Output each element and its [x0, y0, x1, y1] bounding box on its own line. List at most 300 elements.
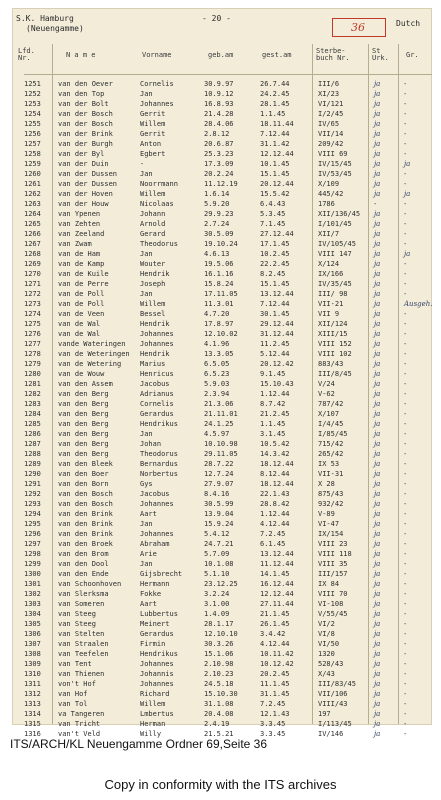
certificate-mark: ja [374, 420, 381, 428]
table-row [12, 230, 432, 240]
grave-mark: - [404, 170, 407, 178]
certificate-mark: ja [374, 700, 381, 708]
surname: van de Kamp [58, 260, 105, 268]
first-name: Egbert [140, 150, 166, 158]
death-date: 30.1.45 [260, 310, 290, 318]
surname: van der Dussen [58, 180, 118, 188]
death-date: 13.12.44 [260, 290, 294, 298]
record-number: 1260 [24, 170, 41, 178]
death-register-number: VI/8 [318, 630, 335, 638]
grave-mark: - [404, 440, 407, 448]
first-name: Hermann [140, 580, 170, 588]
certificate-mark: ja [374, 180, 381, 188]
surname: van den Born [58, 480, 109, 488]
death-date: 27.12.44 [260, 230, 294, 238]
table-row [12, 580, 432, 590]
certificate-mark: ja [374, 520, 381, 528]
death-date: 5.3.45 [260, 210, 286, 218]
death-register-number: I/113/45 [318, 720, 352, 728]
grave-mark: - [404, 420, 407, 428]
death-date: 7.2.45 [260, 530, 286, 538]
first-name: Cornelis [140, 80, 174, 88]
birth-date: 21.4.28 [204, 110, 234, 118]
first-name: Aart [140, 600, 157, 608]
grave-mark: - [404, 430, 407, 438]
table-row [12, 260, 432, 270]
nationality-label: Dutch [396, 19, 421, 28]
birth-date: 11.12.19 [204, 180, 238, 188]
death-register-number: V/55/45 [318, 610, 348, 618]
surname: van Stelten [58, 630, 105, 638]
surname: van den Bosch [58, 500, 113, 508]
table-row [12, 400, 432, 410]
death-date: 31.1.45 [260, 690, 290, 698]
birth-date: 17.11.05 [204, 290, 238, 298]
surname: van den Brink [58, 520, 113, 528]
death-register-number: 715/42 [318, 440, 344, 448]
column-header-vorname: Vorname [142, 51, 172, 59]
first-name: Aart [140, 510, 157, 518]
grave-mark: - [404, 530, 407, 538]
grave-mark: - [404, 330, 407, 338]
table-row [12, 170, 432, 180]
table-row [12, 570, 432, 580]
death-register-number: 209/42 [318, 140, 344, 148]
surname: van den Brink [58, 530, 113, 538]
first-name: Johann [140, 210, 166, 218]
death-date: 7.12.44 [260, 300, 290, 308]
death-register-number: IV/53/45 [318, 170, 352, 178]
surname: van de Wetering [58, 360, 122, 368]
first-name: Marius [140, 360, 166, 368]
birth-date: 11.3.01 [204, 300, 234, 308]
death-date: 3.3.45 [260, 720, 286, 728]
grave-mark: - [404, 120, 407, 128]
birth-date: 27.9.07 [204, 480, 234, 488]
record-number: 1309 [24, 660, 41, 668]
birth-date: 21.3.06 [204, 400, 234, 408]
first-name: Johannes [140, 500, 174, 508]
death-register-number: XI/23 [318, 90, 340, 98]
table-row [12, 250, 432, 260]
grave-mark: - [404, 690, 407, 698]
table-row [12, 550, 432, 560]
surname: van den Boer [58, 470, 109, 478]
death-date: 4.12.44 [260, 640, 290, 648]
certificate-mark: ja [374, 630, 381, 638]
birth-date: 5.9.20 [204, 200, 230, 208]
grave-mark: - [404, 230, 407, 238]
death-date: 24.2.45 [260, 90, 290, 98]
death-register-number: V-62 [318, 390, 335, 398]
first-name: Firmin [140, 640, 166, 648]
death-register-number: IX/154 [318, 530, 344, 538]
first-name: Wouter [140, 260, 166, 268]
death-register-number: VIII 23 [318, 540, 348, 548]
birth-date: 2.3.94 [204, 390, 230, 398]
certificate-mark: ja [374, 170, 381, 178]
column-header-gr: Gr. [406, 51, 419, 59]
certificate-mark: ja [374, 600, 381, 608]
surname: van den Berg [58, 430, 109, 438]
certificate-mark: ja [374, 690, 381, 698]
death-register-number: IV/105/45 [318, 240, 356, 248]
death-date: 12.12.44 [260, 150, 294, 158]
first-name: Fokke [140, 590, 162, 598]
table-row [12, 560, 432, 570]
surname: van den Bosch [58, 490, 113, 498]
grave-mark: - [404, 110, 407, 118]
death-date: 3.4.42 [260, 630, 286, 638]
surname: van Teefelen [58, 650, 109, 658]
surname: van de Weteringen [58, 350, 130, 358]
certificate-mark: ja [374, 380, 381, 388]
record-number: 1292 [24, 490, 41, 498]
grave-mark: - [404, 310, 407, 318]
table-row [12, 190, 432, 200]
record-number: 1270 [24, 270, 41, 278]
first-name: Johannes [140, 680, 174, 688]
surname: van de Wal [58, 320, 101, 328]
death-date: 12.1.43 [260, 710, 290, 718]
certificate-mark: ja [374, 260, 381, 268]
record-number: 1290 [24, 470, 41, 478]
first-name: Willem [140, 700, 166, 708]
death-register-number: 875/43 [318, 490, 344, 498]
death-date: 7.1.45 [260, 220, 286, 228]
record-number: 1300 [24, 570, 41, 578]
surname: van den Berg [58, 420, 109, 428]
table-row [12, 590, 432, 600]
first-name: Jan [140, 250, 153, 258]
death-date: 22.2.45 [260, 260, 290, 268]
certificate-mark: ja [374, 720, 381, 728]
certificate-mark: ja [374, 490, 381, 498]
birth-date: 20.2.24 [204, 170, 234, 178]
birth-date: 23.12.25 [204, 580, 238, 588]
record-number: 1281 [24, 380, 41, 388]
surname: van den Assem [58, 380, 113, 388]
record-number: 1303 [24, 600, 41, 608]
record-number: 1273 [24, 300, 41, 308]
grave-mark: - [404, 650, 407, 658]
table-row [12, 140, 432, 150]
birth-date: 10.9.12 [204, 90, 234, 98]
surname: van der Houw [58, 200, 109, 208]
birth-date: 5.7.09 [204, 550, 230, 558]
record-number: 1268 [24, 250, 41, 258]
grave-mark: - [404, 220, 407, 228]
record-number: 1256 [24, 130, 41, 138]
table-row [12, 360, 432, 370]
death-register-number: 445/42 [318, 190, 344, 198]
death-date: 28.8.42 [260, 500, 290, 508]
birth-date: 16.8.93 [204, 100, 234, 108]
grave-mark: - [404, 620, 407, 628]
surname: van Slerksma [58, 590, 109, 598]
certificate-mark: ja [374, 210, 381, 218]
table-row [12, 420, 432, 430]
certificate-mark: ja [374, 620, 381, 628]
grave-mark: Ausgeh. [404, 300, 433, 308]
first-name: Theodorus [140, 450, 178, 458]
death-register-number: 265/42 [318, 450, 344, 458]
surname: van den Brom [58, 550, 109, 558]
birth-date: 28.1.17 [204, 620, 234, 628]
certificate-mark: ja [374, 240, 381, 248]
grave-mark: - [404, 660, 407, 668]
table-row [12, 270, 432, 280]
birth-date: 2.7.24 [204, 220, 230, 228]
birth-date: 28.7.22 [204, 460, 234, 468]
surname: van Tent [58, 660, 92, 668]
death-register-number: 932/42 [318, 500, 344, 508]
birth-date: 1.4.09 [204, 610, 230, 618]
death-date: 8.2.45 [260, 270, 286, 278]
surname: van den Brink [58, 510, 113, 518]
grave-mark: - [404, 540, 407, 548]
table-row [12, 710, 432, 720]
death-date: 11.1.45 [260, 680, 290, 688]
grave-mark: - [404, 720, 407, 728]
certificate-mark: ja [374, 650, 381, 658]
grave-mark: - [404, 180, 407, 188]
certificate-mark: ja [374, 370, 381, 378]
surname: van der Hoven [58, 190, 113, 198]
grave-mark: - [404, 700, 407, 708]
grave-mark: - [404, 710, 407, 718]
first-name: Hendrikus [140, 420, 178, 428]
grave-mark: - [404, 600, 407, 608]
grave-mark: ja [404, 190, 411, 198]
death-date: 18.12.44 [260, 480, 294, 488]
first-name: Johannes [140, 330, 174, 338]
death-date: 1.12.44 [260, 390, 290, 398]
grave-mark: - [404, 730, 407, 738]
death-register-number: III/6 [318, 80, 340, 88]
record-number: 1301 [24, 580, 41, 588]
first-name: Herman [140, 720, 166, 728]
first-name: - [140, 160, 145, 168]
table-row [12, 620, 432, 630]
surname: van den Berg [58, 450, 109, 458]
first-name: Willem [140, 120, 166, 128]
death-register-number: VII-31 [318, 470, 344, 478]
certificate-mark: ja [374, 580, 381, 588]
record-number: 1275 [24, 320, 41, 328]
first-name: Lmbertus [140, 710, 174, 718]
death-date: 7.2.45 [260, 700, 286, 708]
birth-date: 10.10.98 [204, 440, 238, 448]
surname: vande Wateringen [58, 340, 126, 348]
table-row [12, 180, 432, 190]
birth-date: 15.8.24 [204, 280, 234, 288]
first-name: Hendrikus [140, 650, 178, 658]
death-date: 14.3.42 [260, 450, 290, 458]
record-number: 1264 [24, 210, 41, 218]
handwritten-page-box [332, 18, 386, 37]
first-name: Gerard [140, 230, 166, 238]
grave-mark: - [404, 550, 407, 558]
surname: van de Poll [58, 290, 105, 298]
death-date: 18.11.44 [260, 120, 294, 128]
certificate-mark: ja [374, 450, 381, 458]
first-name: Lubbertus [140, 610, 178, 618]
table-row [12, 720, 432, 730]
death-date: 5.12.44 [260, 350, 290, 358]
birth-date: 2.10.98 [204, 660, 234, 668]
death-date: 1.1.45 [260, 110, 286, 118]
record-number: 1316 [24, 730, 41, 738]
birth-date: 4.7.20 [204, 310, 230, 318]
table-row [12, 220, 432, 230]
death-register-number: IV/65 [318, 120, 340, 128]
grave-mark: - [404, 410, 407, 418]
record-number: 1289 [24, 460, 41, 468]
surname: van Tol [58, 700, 88, 708]
death-register-number: VIII 35 [318, 560, 348, 568]
certificate-mark: ja [374, 320, 381, 328]
death-date: 15.5.42 [260, 190, 290, 198]
first-name: Johan [140, 440, 162, 448]
birth-date: 24.5.18 [204, 680, 234, 688]
death-register-number: VII/106 [318, 690, 348, 698]
birth-date: 24.7.21 [204, 540, 234, 548]
record-number: 1261 [24, 180, 41, 188]
death-date: 10.1.45 [260, 160, 290, 168]
first-name: Gys [140, 480, 153, 488]
death-date: 10.11.42 [260, 650, 294, 658]
surname: van der Byl [58, 150, 105, 158]
death-date: 9.1.45 [260, 370, 286, 378]
death-register-number: XIII/15 [318, 330, 348, 338]
surname: van de Wouw [58, 370, 105, 378]
table-row [12, 340, 432, 350]
grave-mark: - [404, 280, 407, 288]
table-row [12, 470, 432, 480]
grave-mark: - [404, 210, 407, 218]
record-number: 1311 [24, 680, 41, 688]
birth-date: 30.9.97 [204, 80, 234, 88]
archive-reference: ITS/ARCH/KL Neuengamme Ordner 69,Seite 36 [10, 737, 268, 751]
death-date: 21.1.45 [260, 610, 290, 618]
death-register-number: IX 53 [318, 460, 340, 468]
column-header-st: St Urk. [372, 47, 389, 62]
record-number: 1282 [24, 390, 41, 398]
record-number: 1294 [24, 510, 41, 518]
table-row [12, 540, 432, 550]
table-row [12, 200, 432, 210]
surname: van Straalen [58, 640, 109, 648]
death-register-number: I/101/45 [318, 220, 352, 228]
birth-date: 21.5.21 [204, 730, 234, 738]
grave-mark: - [404, 370, 407, 378]
first-name: Hendrik [140, 270, 170, 278]
archive-document [12, 8, 433, 738]
certificate-mark: ja [374, 430, 381, 438]
birth-date: 5.4.12 [204, 530, 230, 538]
certificate-mark: ja [374, 190, 381, 198]
first-name: Meinert [140, 620, 170, 628]
birth-date: 12.7.24 [204, 470, 234, 478]
death-register-number: 787/42 [318, 400, 344, 408]
death-date: 29.12.44 [260, 320, 294, 328]
grave-mark: - [404, 680, 407, 688]
table-row [12, 390, 432, 400]
record-number: 1274 [24, 310, 41, 318]
table-row [12, 380, 432, 390]
record-number: 1291 [24, 480, 41, 488]
table-row [12, 290, 432, 300]
first-name: Henricus [140, 370, 174, 378]
grave-mark: - [404, 380, 407, 388]
record-number: 1305 [24, 620, 41, 628]
death-register-number: 1320 [318, 650, 335, 658]
table-row [12, 680, 432, 690]
first-name: Johannes [140, 340, 174, 348]
first-name: Bernardus [140, 460, 178, 468]
certificate-mark: ja [374, 160, 381, 168]
birth-date: 6.5.23 [204, 370, 230, 378]
record-number: 1306 [24, 630, 41, 638]
certificate-mark: ja [374, 270, 381, 278]
death-register-number: VI/2 [318, 620, 335, 628]
grave-mark: - [404, 500, 407, 508]
record-number: 1252 [24, 90, 41, 98]
death-register-number: IX 84 [318, 580, 340, 588]
table-row [12, 210, 432, 220]
death-register-number: IV/146 [318, 730, 344, 738]
record-number: 1277 [24, 340, 41, 348]
death-date: 8.12.44 [260, 470, 290, 478]
certificate-mark: ja [374, 110, 381, 118]
first-name: Jan [140, 520, 153, 528]
first-name: Jan [140, 290, 153, 298]
first-name: Jan [140, 170, 153, 178]
surname: van de Poll [58, 300, 105, 308]
certificate-mark: ja [374, 350, 381, 358]
first-name: Willem [140, 190, 166, 198]
column-header-gest: gest.am [262, 51, 292, 59]
grave-mark: - [404, 90, 407, 98]
certificate-mark: - [374, 200, 377, 208]
surname: van den Oever [58, 80, 113, 88]
surname: van den Berg [58, 400, 109, 408]
birth-date: 2.10.23 [204, 670, 234, 678]
death-date: 28.1.45 [260, 100, 290, 108]
birth-date: 31.1.08 [204, 700, 234, 708]
table-row [12, 690, 432, 700]
table-row [12, 600, 432, 610]
table-row [12, 370, 432, 380]
certificate-mark: ja [374, 510, 381, 518]
page-marker: - 20 - [202, 14, 231, 23]
first-name: Gijsbrecht [140, 570, 183, 578]
certificate-mark: ja [374, 530, 381, 538]
surname: van de Veen [58, 310, 105, 318]
surname: van den Ende [58, 570, 109, 578]
first-name: Richard [140, 690, 170, 698]
birth-date: 2.8.12 [204, 130, 230, 138]
surname: van Someren [58, 600, 105, 608]
table-row [12, 350, 432, 360]
death-register-number: 528/43 [318, 660, 344, 668]
column-header-nr: Lfd. Nr. [18, 47, 35, 62]
surname: van der Dussen [58, 170, 118, 178]
table-row [12, 330, 432, 340]
surname: von't Hof [58, 680, 96, 688]
death-register-number: VIII 147 [318, 250, 352, 258]
